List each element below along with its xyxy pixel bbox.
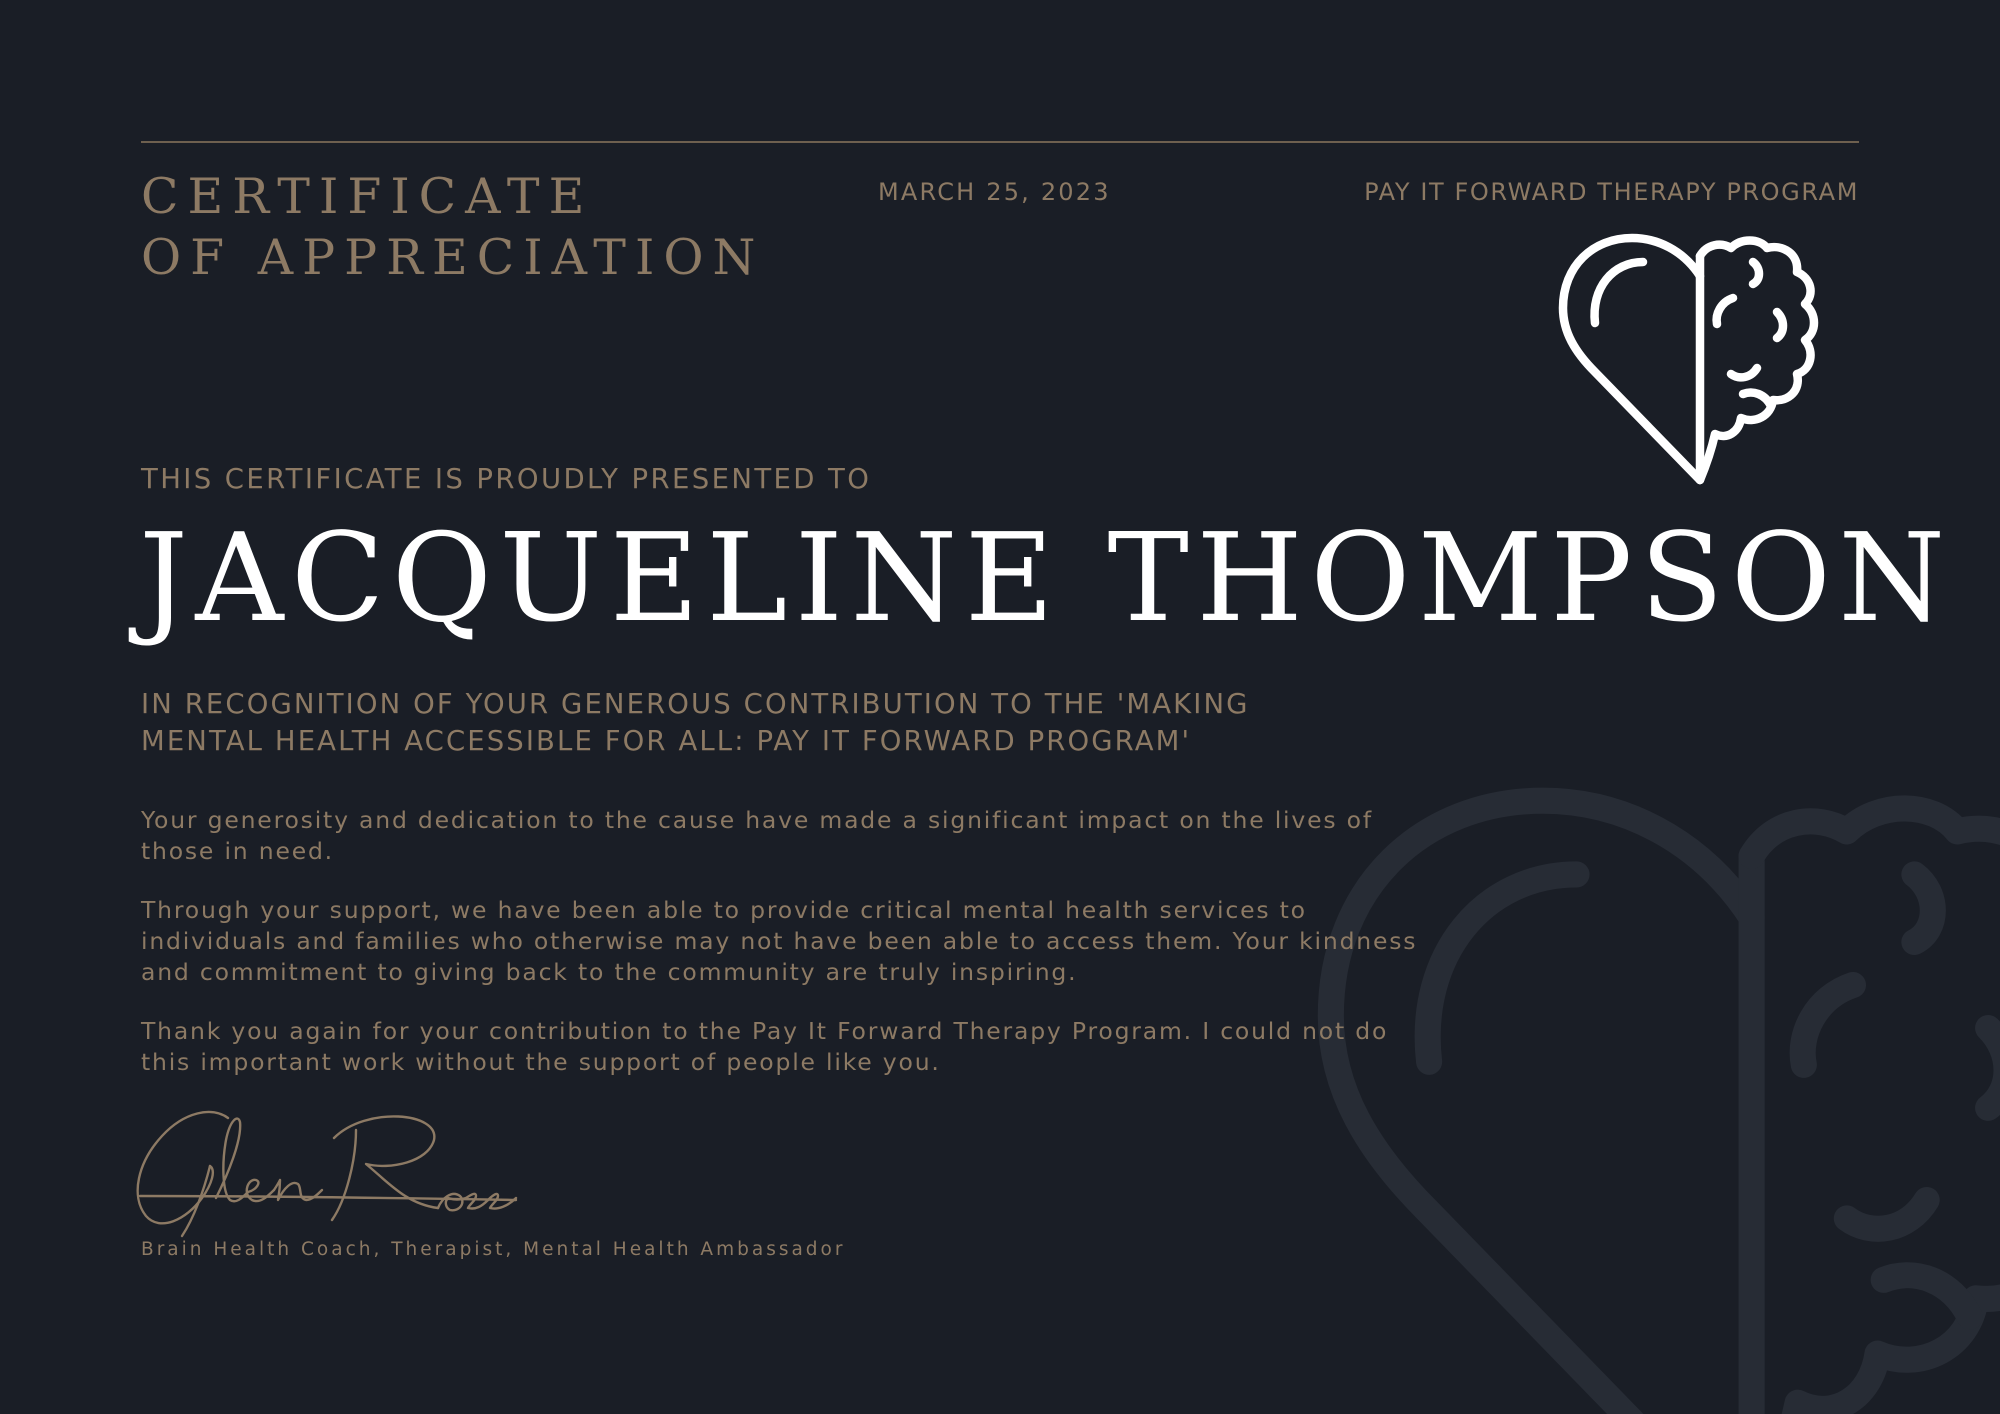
recognition-statement xyxy=(141,686,1461,760)
program-name: PAY IT FORWARD THERAPY PROGRAM xyxy=(1364,178,1859,206)
signature xyxy=(120,1100,540,1240)
certificate-title xyxy=(141,166,764,288)
paragraph-1-line-2: those in need. xyxy=(141,837,334,865)
recognition-line-2: MENTAL HEALTH ACCESSIBLE FOR ALL: PAY IT FORWARD PROGRAM' xyxy=(141,725,1192,757)
recognition-line-1: IN RECOGNITION OF YOUR GENEROUS CONTRIBUTION TO THE 'MAKING xyxy=(141,688,1250,720)
paragraph-2-line-2: individuals and families who otherwise may not have been able to access them. Your kindness xyxy=(141,927,1418,955)
body-paragraph-1 xyxy=(141,805,1541,867)
signer-title: Brain Health Coach, Therapist, Mental Health Ambassador xyxy=(141,1239,846,1260)
certificate-date: MARCH 25, 2023 xyxy=(878,178,1111,206)
title-line-1: CERTIFICATE xyxy=(141,168,594,225)
body-paragraph-3 xyxy=(141,1016,1541,1078)
paragraph-3-line-1: Thank you again for your contribution to the Pay It Forward Therapy Program. I could not do xyxy=(141,1017,1389,1045)
paragraph-1-line-1: Your generosity and dedication to the cause have made a significant impact on the lives of xyxy=(141,806,1373,834)
heart-brain-icon xyxy=(1555,228,1870,508)
title-line-2: OF APPRECIATION xyxy=(141,229,765,286)
recipient-name: JACQUELINE THOMPSON xyxy=(139,507,1953,649)
presented-to-label: THIS CERTIFICATE IS PROUDLY PRESENTED TO xyxy=(141,463,872,495)
body-paragraph-2 xyxy=(141,895,1541,988)
paragraph-2-line-3: and commitment to giving back to the community are truly inspiring. xyxy=(141,958,1078,986)
paragraph-3-line-2: this important work without the support of people like you. xyxy=(141,1048,941,1076)
paragraph-2-line-1: Through your support, we have been able to provide critical mental health services to xyxy=(141,896,1307,924)
top-divider xyxy=(141,141,1859,143)
